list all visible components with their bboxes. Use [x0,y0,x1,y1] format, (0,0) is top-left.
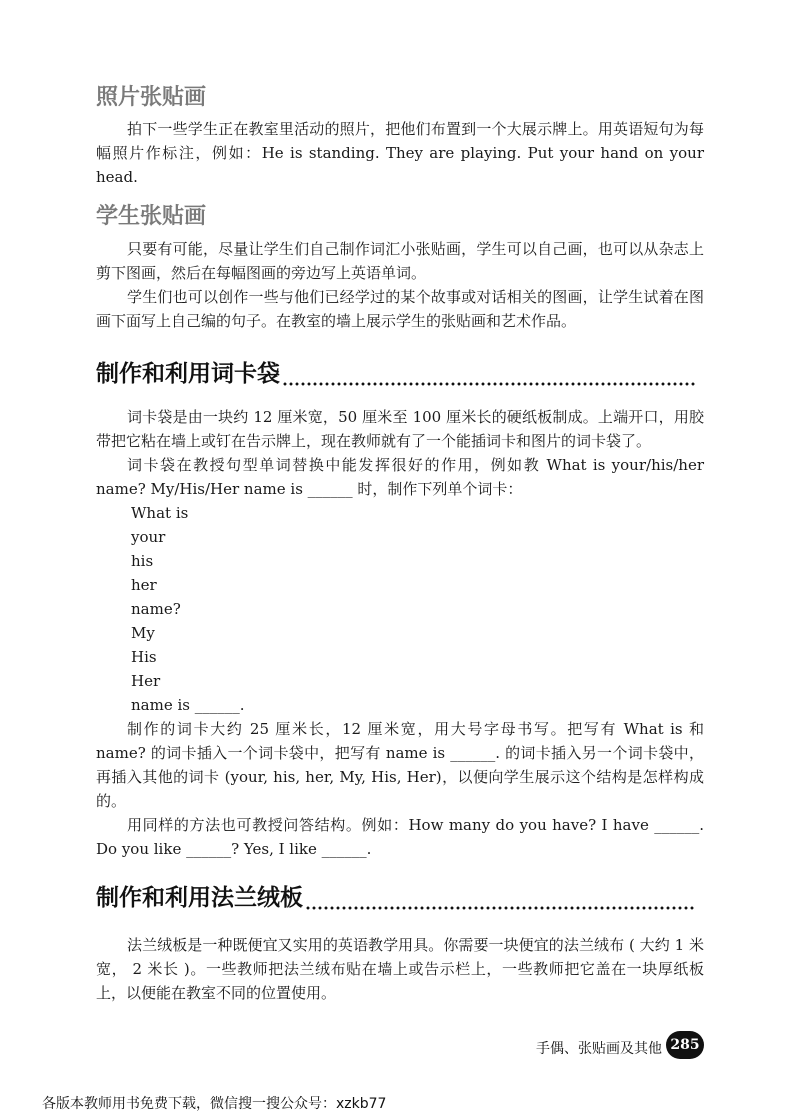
word-card: your [131,528,166,546]
student-collage-paragraph-2: 学生们也可以创作一些与他们已经学过的某个故事或对话相关的图画，让学生试着在图画下面写上自己编的句子。在教室的墙上展示学生的张贴画和艺术作品。 [96,288,704,330]
word-card: name is ______. [131,696,245,714]
photo-collage-paragraph: 拍下一些学生正在教室里活动的照片，把他们布置到一个大展示牌上。用英语短句为每幅照片作标注，例如：He is standing. They are playing. Put your hand on your head. [96,120,704,186]
word-card-bag-paragraph-3: 制作的词卡大约 25 厘米长，12 厘米宽，用大号字母书写。把写有 What is 和 name? 的词卡插入一个词卡袋中，把写有 name is ______. 的词卡插入另一个词卡袋中，再插入其他的词卡 (your, his, her, My, His, Her)，以便向学生展示这个结构是怎样构成的。 [96,720,704,810]
page-number-badge [666,1031,704,1059]
word-card-bag-title-text: 制作和利用词卡袋 [96,361,280,387]
section-title-word-card-bag [96,359,696,389]
section-title-photo-collage: 照片张贴画 [96,85,207,110]
student-collage-paragraph-1: 只要有可能，尽量让学生们自己制作词汇小张贴画，学生可以自己画，也可以从杂志上剪下图画，然后在每幅图画的旁边写上英语单词。 [96,240,704,282]
section-title-student-collage: 学生张贴画 [96,204,207,229]
word-card: name? [131,600,181,618]
word-card-bag-paragraph-2: 词卡袋在教授句型单词替换中能发挥很好的作用，例如教 What is your/his/her name? My/His/Her name is ______ 时，制作下列单个词卡： [96,456,704,498]
word-card: My [131,624,155,642]
word-card: his [131,552,154,570]
watermark-text: 各版本教师用书免费下载，微信搜一搜公众号：xzkb77 [42,1096,387,1112]
page-number: 285 [670,1037,700,1053]
flannel-board-title-text: 制作和利用法兰绒板 [96,885,303,911]
word-card-bag-paragraph-1: 词卡袋是由一块约 12 厘米宽，50 厘米至 100 厘米长的硬纸板制成。上端开口，用胶带把它粘在墙上或钉在告示牌上，现在教师就有了一个能插词卡和图片的词卡袋了。 [96,408,704,450]
word-card: His [131,648,157,666]
running-footer-title: 手偶、张贴画及其他 [536,1041,662,1057]
word-card-bag-paragraph-4: 用同样的方法也可教授问答结构。例如：How many do you have? I have ______. Do you like ______? Yes, I like ______. [96,816,704,858]
dotted-rule [305,906,696,910]
word-card: What is [131,504,189,522]
flannel-board-paragraph: 法兰绒板是一种既便宜又实用的英语教学用具。你需要一块便宜的法兰绒布 ( 大约 1 米宽， 2 米长 )。一些教师把法兰绒布贴在墙上或告示栏上，一些教师把它盖在一块厚纸板上，以便能在教室不同的位置使用。 [96,936,704,1002]
dotted-rule [282,382,696,386]
word-card-list [131,501,245,717]
word-card: her [131,576,157,594]
word-card: Her [131,672,161,690]
section-title-flannel-board [96,883,696,913]
